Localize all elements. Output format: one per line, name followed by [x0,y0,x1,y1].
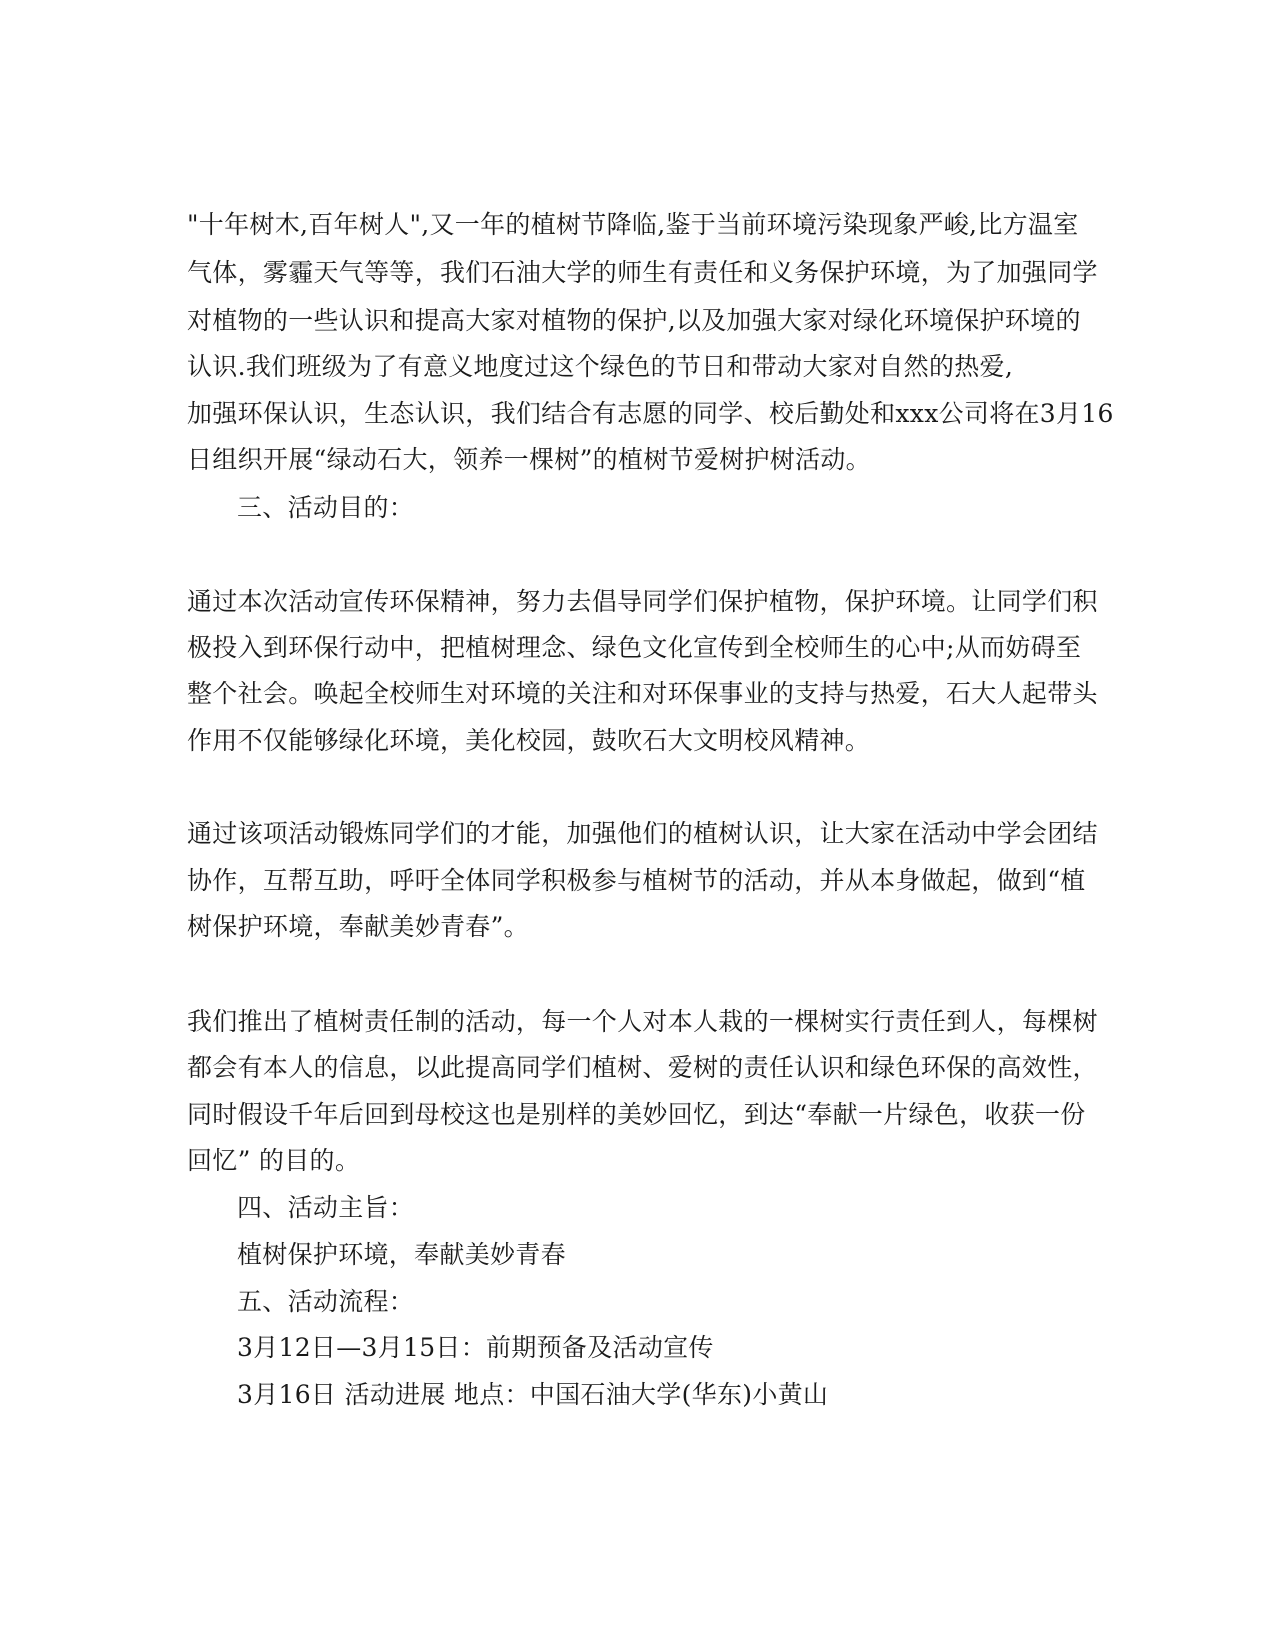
paragraph-line: 通过本次活动宣传环保精神，努力去倡导同学们保护植物，保护环境。让同学们积 [187,587,1098,616]
paragraph-line: 加强环保认识，生态认识，我们结合有志愿的同学、校后勤处和xxx公司将在3月16 [187,399,1114,428]
paragraph-line: 作用不仅能够绿化环境，美化校园，鼓吹石大文明校风精神。 [187,726,871,755]
paragraph-line: 我们推出了植树责任制的活动，每一个人对本人栽的一棵树实行责任到人，每棵树 [187,1007,1098,1036]
paragraph-line: 对植物的一些认识和提高大家对植物的保护,以及加强大家对绿化环境保护环境的 [187,306,1081,335]
paragraph-line: 都会有本人的信息，以此提高同学们植树、爱树的责任认识和绿色环保的高效性， [187,1053,1098,1082]
section-heading: 四、活动主旨： [237,1193,415,1222]
paragraph-line: 协作，互帮互助，呼吁全体同学积极参与植树节的活动，并从本身做起，做到“植 [187,866,1086,895]
paragraph-line: 同时假设千年后回到母校这也是别样的美妙回忆，到达“奉献一片绿色，收获一份 [187,1100,1086,1129]
paragraph-line: 极投入到环保行动中，把植树理念、绿色文化宣传到全校师生的心中;从而妨碍至 [187,633,1082,662]
section-heading: 三、活动目的： [237,493,415,522]
theme-text: 植树保护环境，奉献美妙青春 [237,1240,566,1269]
paragraph-line: 回忆” 的目的。 [187,1146,361,1175]
schedule-item: 3月16日 活动进展 地点：中国石油大学(华东)小黄山 [237,1380,829,1409]
paragraph-line: 树保护环境，奉献美妙青春”。 [187,912,529,941]
paragraph-line: 日组织开展“绿动石大，领养一棵树”的植树节爱树护树活动。 [187,445,871,474]
paragraph-line: 整个社会。唤起全校师生对环境的关注和对环保事业的支持与热爱，石大人起带头 [187,679,1098,708]
schedule-item: 3月12日—3月15日：前期预备及活动宣传 [237,1333,714,1362]
paragraph-line: 通过该项活动锻炼同学们的才能，加强他们的植树认识，让大家在活动中学会团结 [187,819,1098,848]
paragraph-line: 气体，雾霾天气等等，我们石油大学的师生有责任和义务保护环境，为了加强同学 [187,258,1098,287]
paragraph-line: 认识.我们班级为了有意义地度过这个绿色的节日和带动大家对自然的热爱, [187,352,1014,381]
paragraph-line: "十年树木,百年树人",又一年的植树节降临,鉴于当前环境污染现象严峻,比方温室 [187,210,1079,239]
section-heading: 五、活动流程： [237,1287,415,1316]
